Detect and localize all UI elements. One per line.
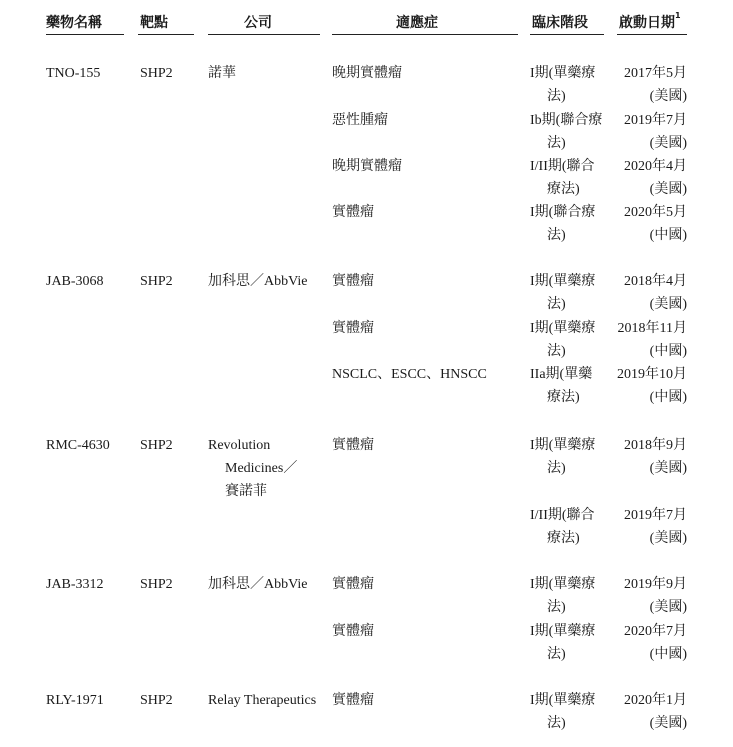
start-date-line: (美國) (649, 89, 687, 104)
indication: 實體瘤 (332, 274, 374, 289)
company-line: 加科思／AbbVie (208, 274, 308, 289)
start-date-line: 2020年4月 (624, 159, 687, 174)
clinical-phase-line: 療法) (547, 531, 580, 546)
clinical-phase-line: IIa期(單藥 (530, 367, 593, 382)
start-date-line: (美國) (649, 531, 687, 546)
start-date-line: (中國) (649, 344, 687, 359)
start-date-line: 2019年7月 (624, 113, 687, 128)
start-date-line: 2018年9月 (624, 438, 687, 453)
clinical-phase-line: 法) (547, 647, 566, 662)
clinical-phase-line: 法) (547, 136, 566, 151)
start-date-line: 2018年11月 (617, 321, 687, 336)
clinical-phase-line: I期(單藥療 (530, 321, 596, 336)
indication: 晚期實體瘤 (332, 66, 402, 81)
header-target: 靶點 (140, 15, 168, 31)
start-date-line: (中國) (649, 228, 687, 243)
drug-name: JAB-3312 (46, 577, 104, 592)
start-date-line: (美國) (649, 297, 687, 312)
footnote-mark: 1 (675, 11, 681, 20)
drug-name: RLY-1971 (46, 693, 104, 708)
start-date-line: 2019年10月 (617, 367, 687, 382)
clinical-phase-line: I期(單藥療 (530, 577, 596, 592)
start-date-line: 2020年1月 (624, 693, 687, 708)
clinical-phase-line: 法) (547, 344, 566, 359)
header-clinical-phase: 臨床階段 (532, 15, 588, 31)
header-rule-date (617, 34, 687, 35)
clinical-phase-line: Ib期(聯合療 (530, 113, 603, 128)
indication: 實體瘤 (332, 438, 374, 453)
indication: 實體瘤 (332, 321, 374, 336)
header-rule-company (208, 34, 320, 35)
header-start-date-label: 啟動日期 (619, 15, 675, 31)
start-date-line: (美國) (649, 182, 687, 197)
start-date-line: 2017年5月 (624, 66, 687, 81)
company-line: 加科思／AbbVie (208, 577, 308, 592)
indication: 惡性腫瘤 (332, 113, 388, 128)
start-date-line: 2020年5月 (624, 205, 687, 220)
company-line: Medicines／ (225, 461, 298, 476)
target: SHP2 (140, 693, 173, 708)
header-drug-name: 藥物名稱 (46, 15, 102, 31)
header-indication: 適應症 (396, 15, 438, 31)
target: SHP2 (140, 577, 173, 592)
header-rule-target (138, 34, 194, 35)
clinical-phase-line: 法) (547, 89, 566, 104)
clinical-phase-line: 療法) (547, 390, 580, 405)
clinical-phase-line: 法) (547, 461, 566, 476)
header-company: 公司 (244, 15, 272, 31)
clinical-phase-line: 法) (547, 716, 566, 731)
target: SHP2 (140, 274, 173, 289)
company-line: 諾華 (208, 66, 236, 81)
clinical-phase-line: 法) (547, 297, 566, 312)
header-rule-drug (46, 34, 124, 35)
indication: NSCLC、ESCC、HNSCC (332, 367, 487, 382)
clinical-phase-line: I期(單藥療 (530, 693, 596, 708)
clinical-phase-line: 法) (547, 228, 566, 243)
clinical-phase-line: I/II期(聯合 (530, 508, 595, 523)
indication: 晚期實體瘤 (332, 159, 402, 174)
indication: 實體瘤 (332, 693, 374, 708)
drug-name: RMC-4630 (46, 438, 110, 453)
target: SHP2 (140, 438, 173, 453)
company-line: 賽諾菲 (225, 484, 267, 499)
indication: 實體瘤 (332, 205, 374, 220)
clinical-phase-line: I期(單藥療 (530, 274, 596, 289)
drug-name: TNO-155 (46, 66, 101, 81)
start-date-line: 2019年9月 (624, 577, 687, 592)
clinical-phase-line: I期(單藥療 (530, 66, 596, 81)
target: SHP2 (140, 66, 173, 81)
start-date-line: (美國) (649, 600, 687, 615)
start-date-line: (美國) (649, 716, 687, 731)
clinical-phase-line: I期(單藥療 (530, 438, 596, 453)
clinical-phase-line: 療法) (547, 182, 580, 197)
header-rule-indication (332, 34, 518, 35)
clinical-phase-line: I期(聯合療 (530, 205, 596, 220)
clinical-phase-line: I/II期(聯合 (530, 159, 595, 174)
start-date-line: (中國) (649, 647, 687, 662)
indication: 實體瘤 (332, 624, 374, 639)
start-date-line: (美國) (649, 136, 687, 151)
company-line: Relay Therapeutics (208, 693, 317, 708)
start-date-line: (美國) (649, 461, 687, 476)
company-line: Revolution (208, 438, 271, 453)
start-date-line: 2019年7月 (624, 508, 687, 523)
start-date-line: 2020年7月 (624, 624, 687, 639)
drug-name: JAB-3068 (46, 274, 104, 289)
header-rule-phase (530, 34, 604, 35)
indication: 實體瘤 (332, 577, 374, 592)
header-start-date (619, 12, 681, 32)
clinical-phase-line: 法) (547, 600, 566, 615)
clinical-phase-line: I期(單藥療 (530, 624, 596, 639)
start-date-line: (中國) (649, 390, 687, 405)
start-date-line: 2018年4月 (624, 274, 687, 289)
